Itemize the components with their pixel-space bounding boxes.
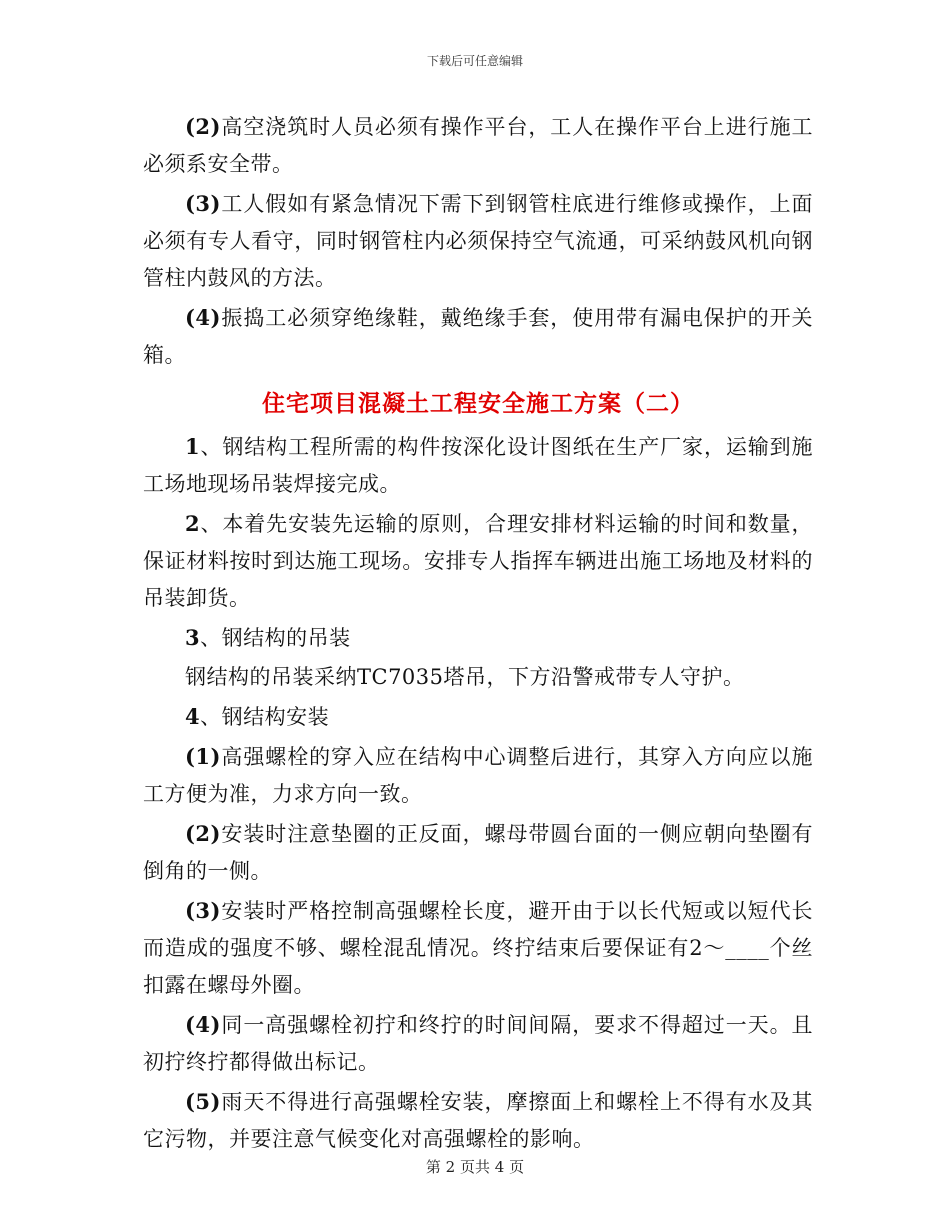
paragraph-text: 高空浇筑时人员必须有操作平台，工人在操作平台上进行施工必须系安全带。 <box>143 115 813 176</box>
paragraph-item-4 <box>143 698 813 736</box>
item-number: (3) <box>185 898 221 923</box>
paragraph-4 <box>143 299 813 374</box>
paragraph-sub-3 <box>143 892 813 1004</box>
paragraph-text: 、本着先安装先运输的原则，合理安排材料运输的时间和数量，保证材料按时到达施工现场。安排专人指挥车辆进出施工场地及材料的吊装卸货。 <box>143 512 813 610</box>
item-number: (3) <box>185 191 221 216</box>
paragraph-3 <box>143 185 813 297</box>
item-number: 4 <box>185 704 201 729</box>
item-number: (2) <box>185 821 221 846</box>
paragraph-2 <box>143 108 813 183</box>
paragraph-sub-5 <box>143 1083 813 1158</box>
page-footer: 第 2 页共 4 页 <box>425 1158 525 1176</box>
section-title: 住宅项目混凝土工程安全施工方案（二） <box>262 390 694 417</box>
paragraph-text: 安装时严格控制高强螺栓长度，避开由于以长代短或以短代长而造成的强度不够、螺栓混乱情况。终拧结束后要保证有2～____个丝扣露在螺母外圈。 <box>143 899 813 997</box>
paragraph-sub-2 <box>143 815 813 890</box>
page-header: 下载后可任意编辑 <box>426 54 523 68</box>
paragraph-text: 、钢结构安装 <box>200 705 330 729</box>
paragraph-text: 振捣工必须穿绝缘鞋，戴绝缘手套，使用带有漏电保护的开关箱。 <box>143 306 813 367</box>
item-number: (4) <box>185 1012 221 1037</box>
item-number: (4) <box>185 305 221 330</box>
item-number: 3 <box>185 625 201 650</box>
paragraph-text: 、钢结构的吊装 <box>200 626 351 650</box>
paragraph-text: 高强螺栓的穿入应在结构中心调整后进行，其穿入方向应以施工方便为准，力求方向一致。 <box>143 745 813 806</box>
paragraph-item-2 <box>143 505 813 617</box>
paragraph-text: 安装时注意垫圈的正反面，螺母带圆台面的一侧应朝向垫圈有倒角的一侧。 <box>143 822 813 883</box>
item-number: (5) <box>185 1089 221 1114</box>
paragraph-sub-4 <box>143 1006 813 1081</box>
paragraph-text: 雨天不得进行高强螺栓安装，摩擦面上和螺栓上不得有水及其它污物，并要注意气候变化对高强螺栓的影响。 <box>143 1090 813 1151</box>
item-number: (1) <box>185 744 221 769</box>
item-number: 1 <box>185 434 201 459</box>
paragraph-text: 同一高强螺栓初拧和终拧的时间间隔，要求不得超过一天。且初拧终拧都得做出标记。 <box>143 1013 813 1074</box>
paragraph-text: 工人假如有紧急情况下需下到钢管柱底进行维修或操作，上面必须有专人看守，同时钢管柱内必须保持空气流通，可采纳鼓风机向钢管柱内鼓风的方法。 <box>143 192 813 290</box>
paragraph-plain: 钢结构的吊装采纳TC7035塔吊，下方沿警戒带专人守护。 <box>185 665 745 689</box>
paragraph-item-1 <box>143 428 813 503</box>
item-number: (2) <box>185 114 221 139</box>
paragraph-item-3 <box>143 619 813 657</box>
paragraph-sub-1 <box>143 738 813 813</box>
document-body <box>143 100 813 1160</box>
paragraph-text: 、钢结构工程所需的构件按深化设计图纸在生产厂家，运输到施工场地现场吊装焊接完成。 <box>143 435 813 496</box>
item-number: 2 <box>185 511 201 536</box>
